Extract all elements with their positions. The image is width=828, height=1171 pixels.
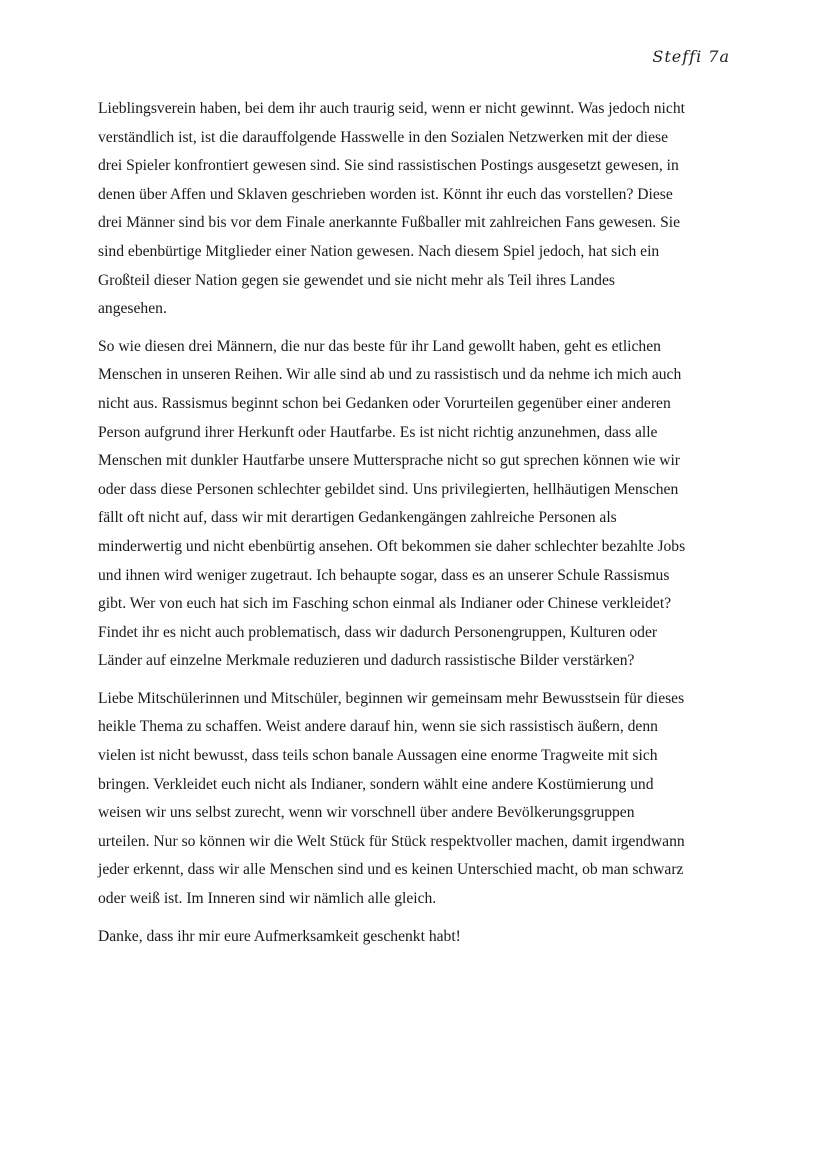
text-line: drei Männer sind bis vor dem Finale anerkannte Fußballer mit zahlreichen Fans gewesen. Sie	[98, 214, 681, 232]
text-line: urteilen. Nur so können wir die Welt Stück für Stück respektvoller machen, damit irgendwann	[98, 832, 685, 850]
text-line: jeder erkennt, dass wir alle Menschen sind und es keinen Unterschied macht, ob man schwarz	[98, 861, 684, 879]
text-line: Menschen mit dunkler Hautfarbe unsere Muttersprache nicht so gut sprechen können wie wir	[98, 452, 680, 470]
text-line: gibt. Wer von euch hat sich im Fasching schon einmal als Indianer oder Chinese verkleidet?	[98, 595, 672, 613]
paragraph-2	[98, 333, 730, 676]
text-line: Lieblingsverein haben, bei dem ihr auch traurig seid, wenn er nicht gewinnt. Was jedoch nicht	[98, 100, 685, 117]
text-line: Person aufgrund ihrer Herkunft oder Hautfarbe. Es ist nicht richtig anzunehmen, dass alle	[98, 423, 658, 441]
text-line: bringen. Verkleidet euch nicht als Indianer, sondern wählt eine andere Kostümierung und	[98, 775, 654, 793]
text-line: Länder auf einzelne Merkmale reduzieren und dadurch rassistische Bilder verstärken?	[98, 652, 635, 670]
text-line: Liebe Mitschülerinnen und Mitschüler, beginnen wir gemeinsam mehr Bewusstsein für dieses	[98, 689, 685, 707]
text-line: fällt oft nicht auf, dass wir mit derartigen Gedankengängen zahlreiche Personen als	[98, 509, 617, 527]
text-line: drei Spieler konfrontiert gewesen sind. Sie sind rassistischen Postings ausgesetzt gewesen, in	[98, 157, 679, 175]
text-line: heikle Thema zu schaffen. Weist andere darauf hin, wenn sie sich rassistisch äußern, denn	[98, 718, 658, 736]
text-line: minderwertig und nicht ebenbürtig ansehen. Oft bekommen sie daher schlechter bezahlte Jobs	[98, 537, 686, 555]
text-line: So wie diesen drei Männern, die nur das beste für ihr Land gewollt haben, geht es etlichen	[98, 337, 661, 355]
paragraph-3	[98, 685, 730, 914]
text-line: Menschen in unseren Reihen. Wir alle sind ab und zu rassistisch und da nehme ich mich auch	[98, 366, 682, 384]
text-line: weisen wir uns selbst zurecht, wenn wir vorschnell über andere Bevölkerungsgruppen	[98, 804, 635, 822]
text-line: Findet ihr es nicht auch problematisch, dass wir dadurch Personengruppen, Kulturen oder	[98, 623, 658, 641]
speech-text	[98, 95, 730, 960]
text-line: verständlich ist, ist die darauffolgende Hasswelle in den Sozialen Netzwerken mit der diese	[98, 128, 669, 146]
text-line: Danke, dass ihr mir eure Aufmerksamkeit geschenkt habt!	[98, 927, 461, 945]
text-line: Großteil dieser Nation gegen sie gewendet und sie nicht mehr als Teil ihres Landes	[98, 271, 615, 289]
text-line: nicht aus. Rassismus beginnt schon bei Gedanken oder Vorurteilen gegenüber einer anderen	[98, 394, 671, 412]
text-line: oder dass diese Personen schlechter gebildet sind. Uns privilegierten, hellhäutigen Menschen	[98, 480, 679, 498]
text-line: oder weiß ist. Im Inneren sind wir nämlich alle gleich.	[98, 890, 437, 908]
text-line: denen über Affen und Sklaven geschrieben worden ist. Könnt ihr euch das vorstellen? Diese	[98, 185, 673, 203]
text-line: und ihnen wird weniger zugetraut. Ich behaupte sogar, dass es an unserer Schule Rassismus	[98, 566, 670, 584]
paragraph-4	[98, 923, 730, 952]
author-class-header: Steffi 7a	[652, 47, 730, 66]
text-line: sind ebenbürtige Mitglieder einer Nation gewesen. Nach diesem Spiel jedoch, hat sich ein	[98, 242, 660, 260]
paragraph-1	[98, 95, 730, 324]
text-line: angesehen.	[98, 300, 167, 318]
text-line: vielen ist nicht bewusst, dass teils schon banale Aussagen eine enorme Tragweite mit sich	[98, 747, 658, 765]
